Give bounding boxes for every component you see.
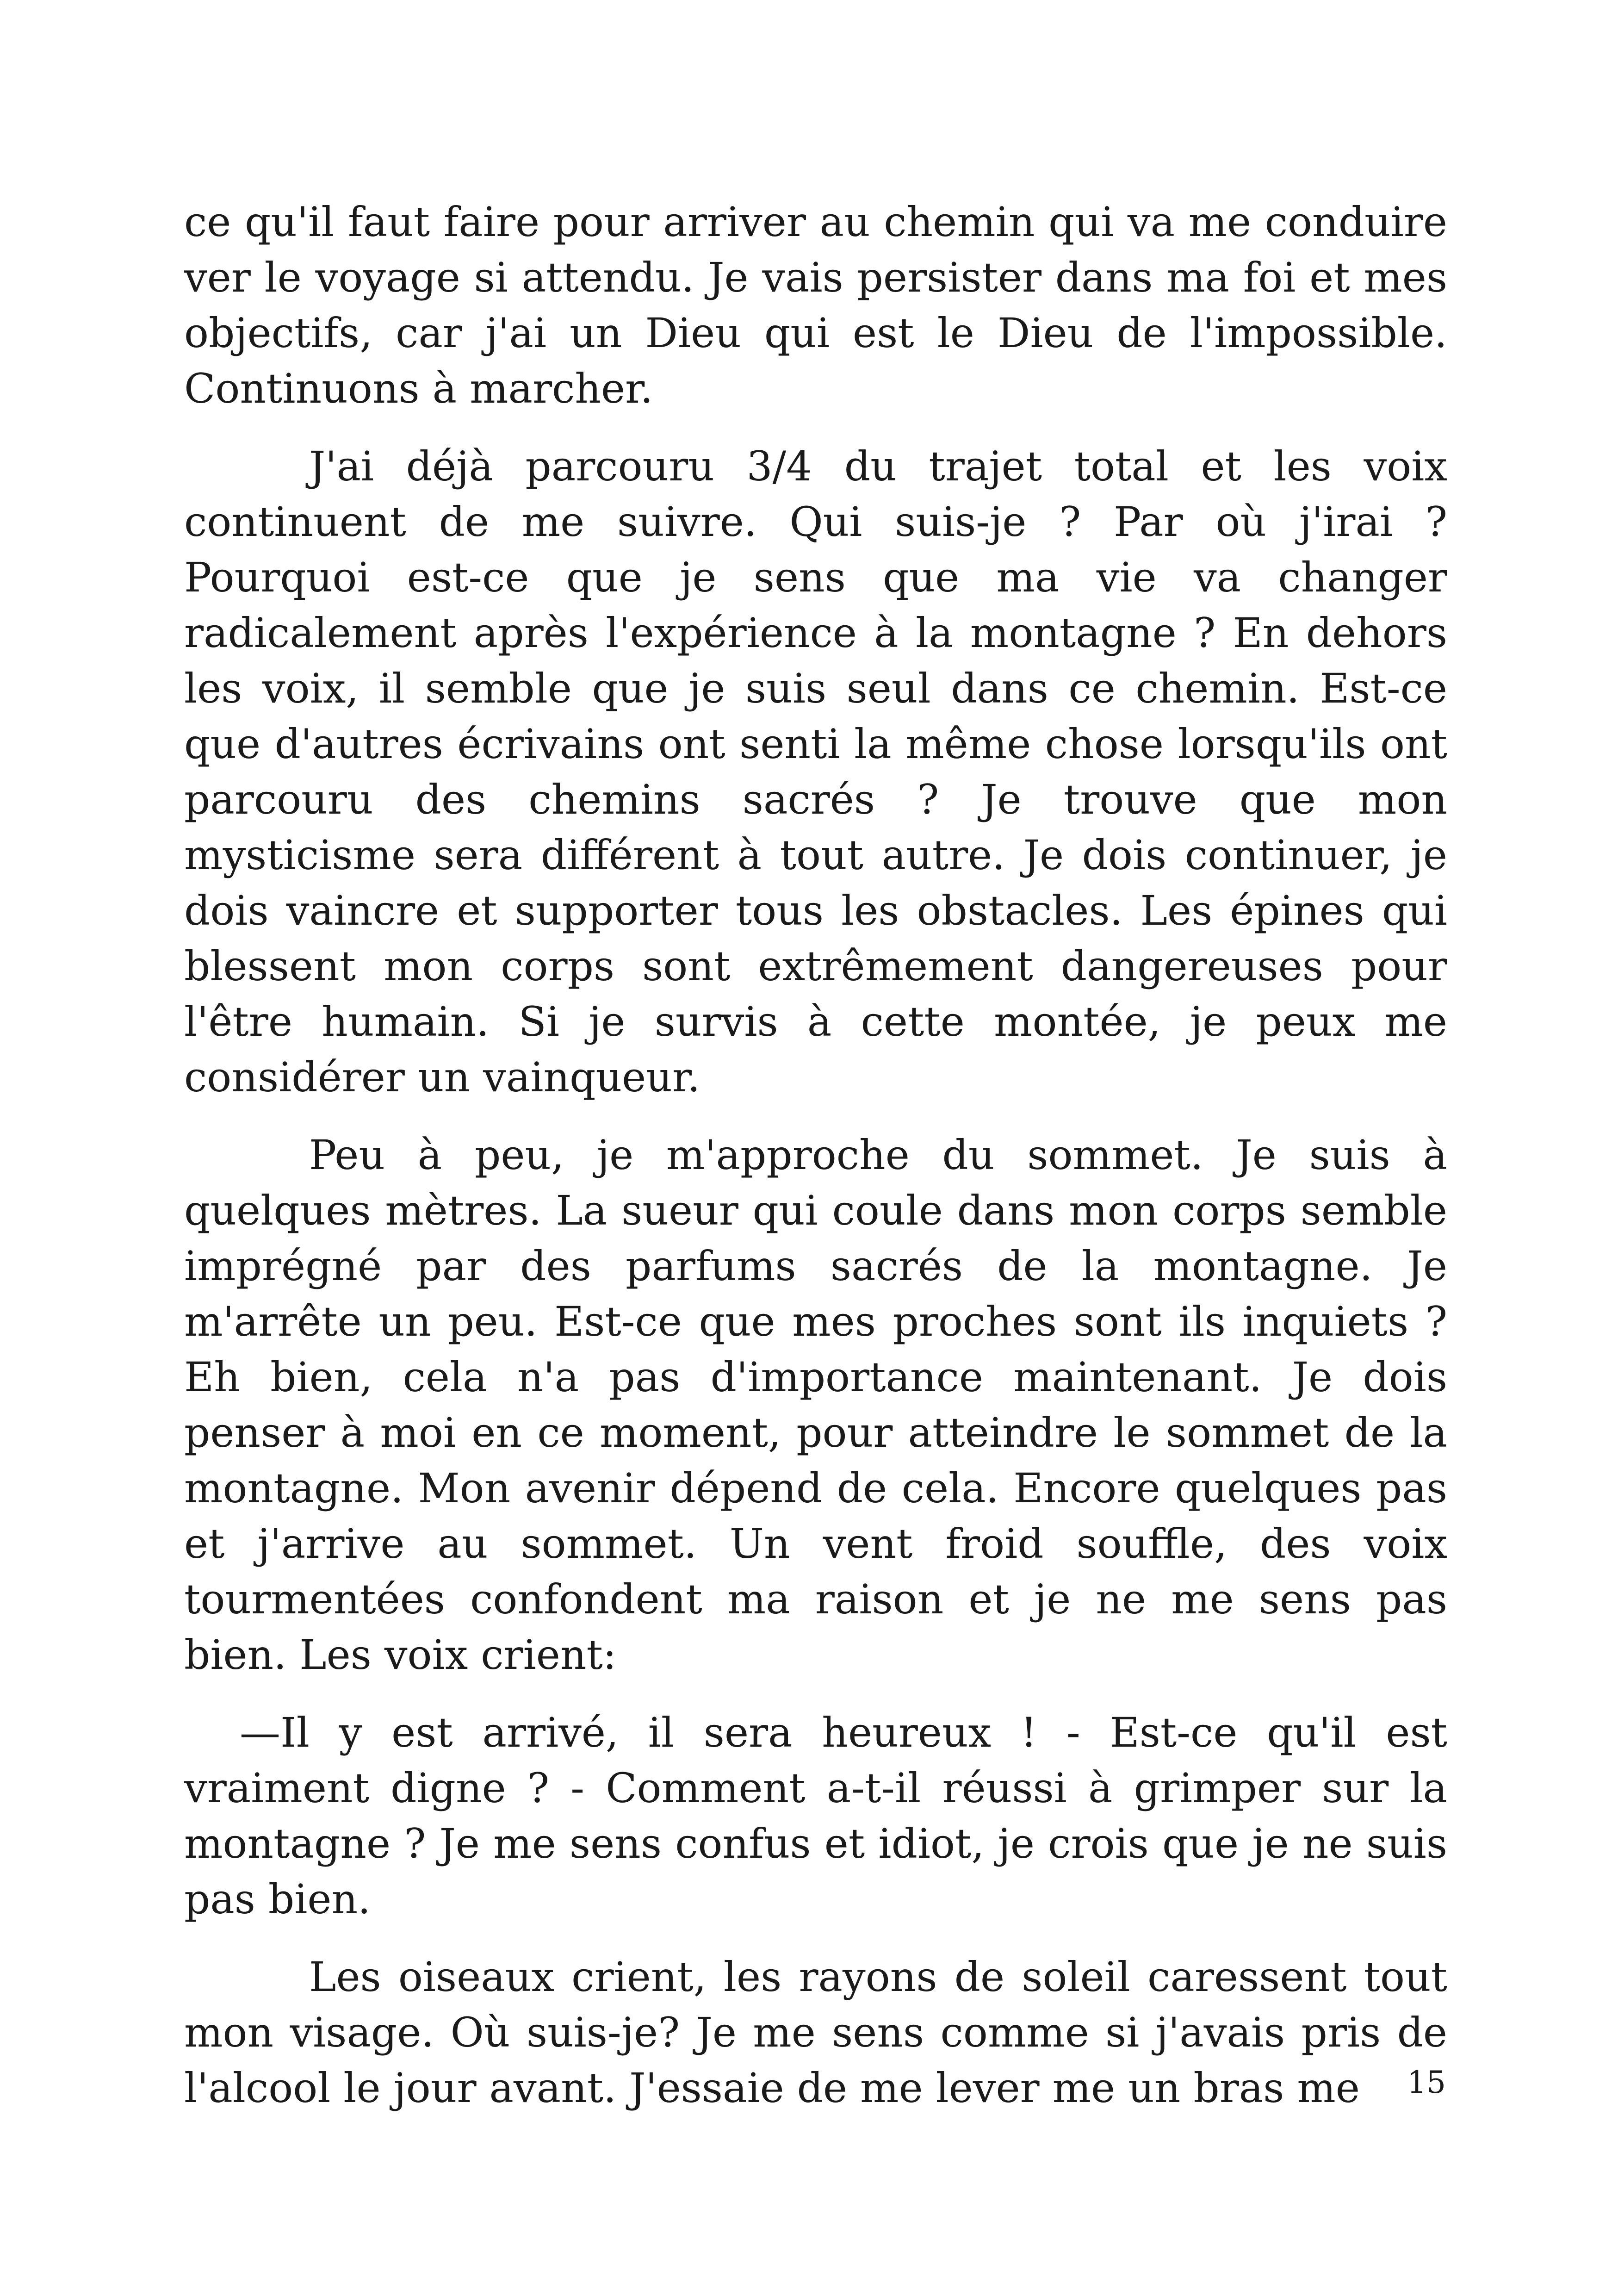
body-text: [184, 194, 1447, 2138]
page-number: 15: [1407, 2065, 1446, 2100]
paragraph-2: J'ai déjà parcouru 3/4 du trajet total et les voix continuent de me suivre. Qui suis-je ? Par où j'irai ? Pourquoi est-ce que je sens que ma vie va changer radicalement après l'expérience à la montagne ? En dehors les voix, il semble que je suis seul dans ce chemin. Est-ce que d'autres écrivains ont senti la même chose lorsqu'ils ont parcouru des chemins sacrés ? Je trouve que mon mysticisme sera différent à tout autre. Je dois continuer, je dois vaincre et supporter tous les obstacles. Les épines qui blessent mon corps sont extrêmement dangereuses pour l'être humain. Si je survis à cette montée, je peux me considérer un vainqueur.: [184, 442, 1447, 1101]
paragraph-1: ce qu'il faut faire pour arriver au chemin qui va me conduire ver le voyage si attendu. Je vais persister dans ma foi et mes objectifs, car j'ai un Dieu qui est le Dieu de l'impossible. Continuons à marcher.: [184, 198, 1447, 412]
paragraph-3: Peu à peu, je m'approche du sommet. Je suis à quelques mètres. La sueur qui coule dans mon corps semble imprégné par des parfums sacrés de la montagne. Je m'arrête un peu. Est-ce que mes proches sont ils inquiets ? Eh bien, cela n'a pas d'importance maintenant. Je dois penser à moi en ce moment, pour atteindre le sommet de la montagne. Mon avenir dépend de cela. Encore quelques pas et j'arrive au sommet. Un vent froid souffle, des voix tourmentées confondent ma raison et je ne me sens pas bien. Les voix crient:: [184, 1131, 1447, 1679]
paragraph-dialog: —Il y est arrivé, il sera heureux ! - Est-ce qu'il est vraiment digne ? - Comment a-t-il réussi à grimper sur la montagne ? Je me sens confus et idiot, je crois que je ne suis pas bien.: [184, 1709, 1447, 1923]
paragraph-5: Les oiseaux crient, les rayons de soleil caressent tout mon visage. Où suis-je? Je me sens comme si j'avais pris de l'alcool le jour avant. J'essaie de me lever me un bras me: [184, 1953, 1447, 2112]
